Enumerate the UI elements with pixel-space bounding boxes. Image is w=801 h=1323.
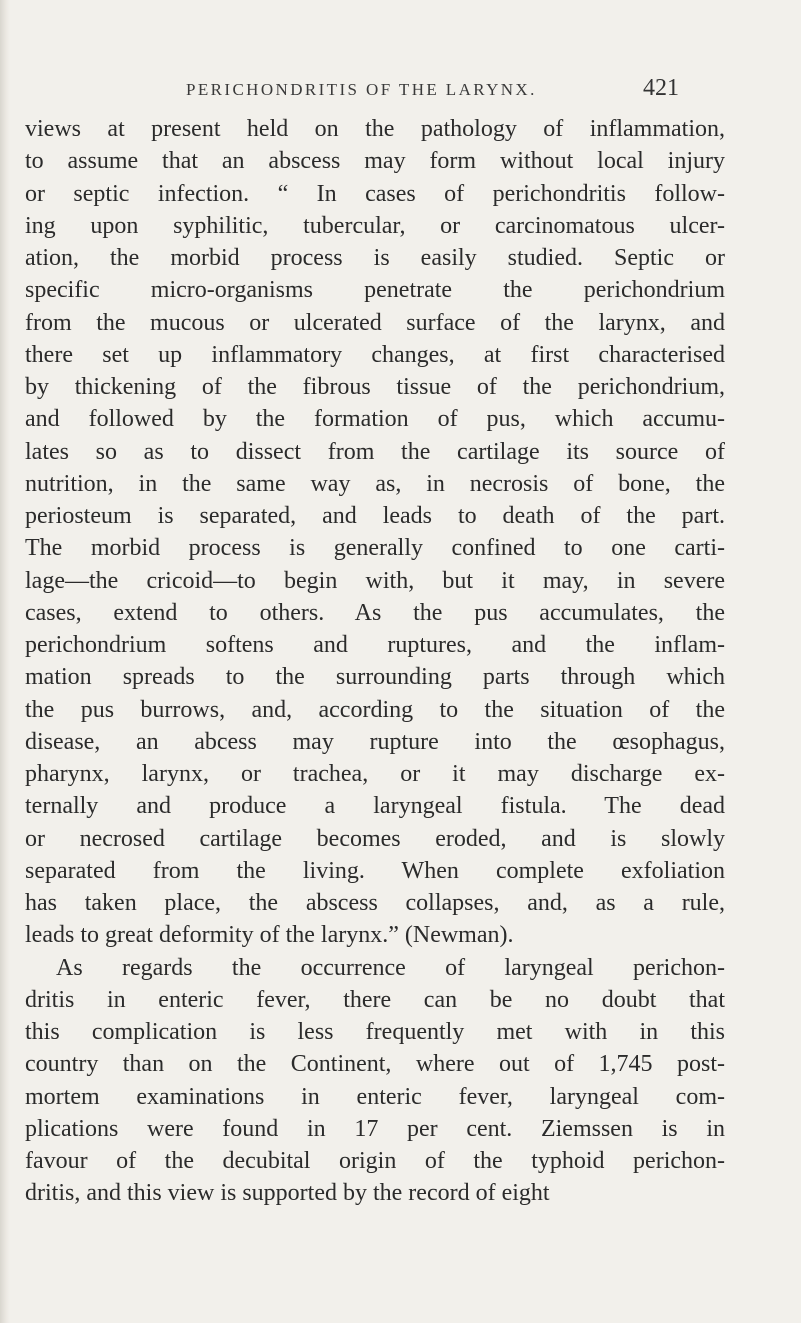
text-line: ternally and produce a laryngeal fistula. The dead [25,793,725,820]
text-line: views at present held on the pathology of inflammation, [25,116,725,142]
binding-edge [0,0,10,1323]
text-line: plications were found in 17 per cent. Ziemssen is in [25,1115,725,1142]
text-line: separated from the living. When complete exfoliation [25,857,725,884]
text-line: by thickening of the fibrous tissue of the perichondrium, [25,374,725,400]
text-line: has taken place, the abscess collapses, and, as a rule, [25,890,725,916]
text-line: leads to great deformity of the larynx.” (Newman). [25,922,514,949]
page-number: 421 [643,75,679,101]
text-line: nutrition, in the same way as, in necrosis of bone, the [25,470,725,497]
text-line: mortem examinations in enteric fever, laryngeal com- [25,1083,725,1110]
text-line: dritis in enteric fever, there can be no doubt that [25,986,725,1013]
text-line: from the mucous or ulcerated surface of the larynx, and [25,309,725,336]
text-line: lates so as to dissect from the cartilage its source of [25,438,725,465]
text-line: there set up inflammatory changes, at first characterised [25,341,725,368]
running-title: PERICHONDRITIS OF THE LARYNX. [186,80,537,99]
text-line: disease, an abcess may rupture into the œsophagus, [25,728,725,755]
text-line: this complication is less frequently met with in this [25,1019,725,1045]
text-line: to assume that an abscess may form without local injury [25,148,725,175]
text-line: As regards the occurrence of laryngeal perichon- [56,954,725,981]
text-line: or septic infection. “ In cases of perichondritis follow- [25,180,725,207]
text-line: pharynx, larynx, or trachea, or it may discharge ex- [25,761,725,787]
text-line: ing upon syphilitic, tubercular, or carcinomatous ulcer- [25,212,725,239]
text-line: lage—the cricoid—to begin with, but it may, in severe [25,567,725,594]
body-text [25,113,725,1210]
text-line: country than on the Continent, where out of 1,745 post- [25,1051,725,1078]
text-line: dritis, and this view is supported by the record of eight [25,1180,550,1207]
text-line: mation spreads to the surrounding parts through which [25,664,725,691]
text-line: favour of the decubital origin of the typhoid perichon- [25,1148,725,1174]
text-line: and followed by the formation of pus, which accumu- [25,406,725,433]
text-line: cases, extend to others. As the pus accumulates, the [25,599,725,626]
text-line: or necrosed cartilage becomes eroded, and is slowly [25,825,725,852]
text-line: the pus burrows, and, according to the situation of the [25,696,725,723]
text-line: specific micro-organisms penetrate the perichondrium [25,277,725,304]
text-line: The morbid process is generally confined to one carti- [25,535,725,562]
text-line: ation, the morbid process is easily studied. Septic or [25,245,725,271]
text-line: periosteum is separated, and leads to death of the part. [25,503,725,529]
text-line: perichondrium softens and ruptures, and the inflam- [25,632,725,658]
